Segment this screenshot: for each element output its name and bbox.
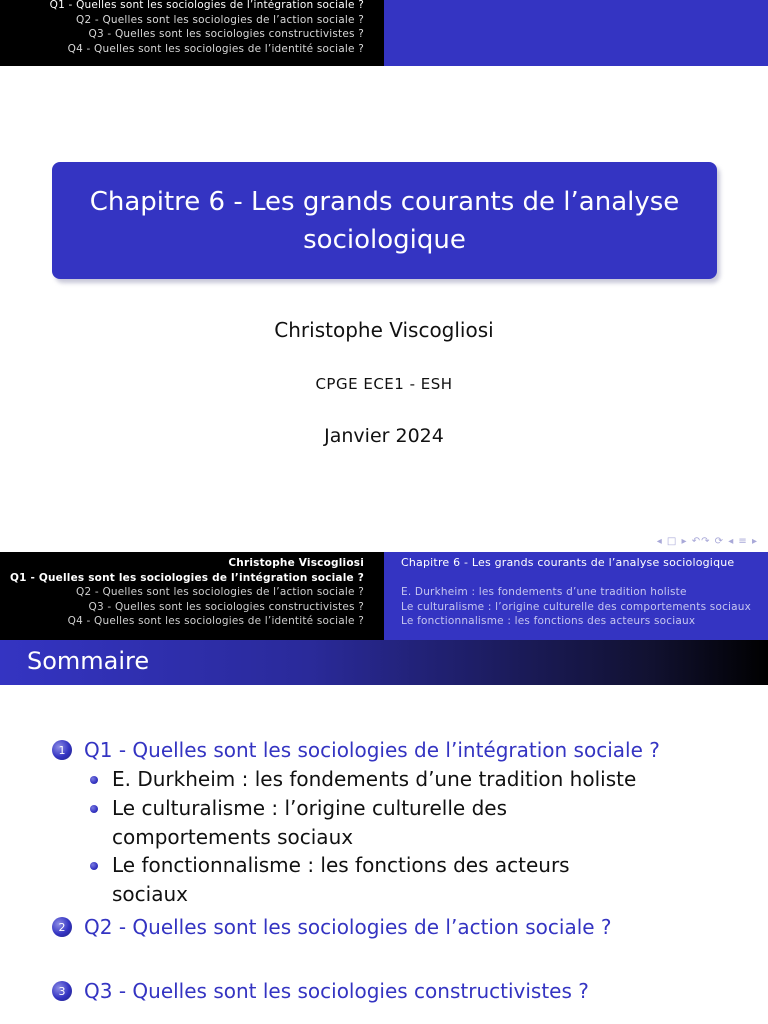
section-number-ball: 3 <box>52 981 72 1001</box>
nav-section-q3[interactable]: Q3 - Quelles sont les sociologies constructivistes ? <box>88 600 364 613</box>
toc-subsection-label: Le culturalisme : l’origine culturelle des comportements sociaux <box>112 796 507 849</box>
slide2-header-right <box>384 552 768 640</box>
toc-subsection-2[interactable] <box>90 794 650 852</box>
nav-section-q4[interactable]: Q4 - Quelles sont les sociologies de l’identité sociale ? <box>67 42 364 55</box>
presentation-author: Christophe Viscogliosi <box>274 318 494 342</box>
nav-section-q1[interactable]: Q1 - Quelles sont les sociologies de l’intégration sociale ? <box>49 0 364 11</box>
nav-subsections <box>401 585 751 629</box>
section-number-ball: 1 <box>52 740 72 760</box>
nav-section-q1[interactable]: Q1 - Quelles sont les sociologies de l’intégration sociale ? <box>9 571 364 584</box>
nav-section-q4[interactable]: Q4 - Quelles sont les sociologies de l’identité sociale ? <box>67 615 364 627</box>
toc-subsection-1[interactable] <box>90 765 650 794</box>
nav-section-q2[interactable]: Q2 - Quelles sont les sociologies de l’action sociale ? <box>76 586 364 598</box>
slide1-header-right <box>384 0 768 66</box>
toc-section-label: Q3 - Quelles sont les sociologies constructivistes ? <box>84 979 589 1003</box>
nav-section-q2[interactable]: Q2 - Quelles sont les sociologies de l’action sociale ? <box>76 13 364 26</box>
nav-author: Christophe Viscogliosi <box>228 557 364 569</box>
bullet-icon <box>90 805 98 813</box>
nav-chapter-title[interactable]: Chapitre 6 - Les grands courants de l’analyse sociologique <box>401 556 735 569</box>
beamer-navigation-symbols[interactable]: ◂ □ ▸ ↶↷ ⟳ ◂ ≡ ▸ <box>656 536 758 547</box>
nav-subsection-2[interactable]: Le culturalisme : l’origine culturelle des comportements sociaux <box>401 600 752 613</box>
slide1-header-left <box>0 0 384 66</box>
toc-section-2[interactable] <box>52 915 612 939</box>
slide2-header-left <box>0 552 384 640</box>
toc-section-label: Q2 - Quelles sont les sociologies de l’action sociale ? <box>84 915 612 939</box>
presentation-date: Janvier 2024 <box>324 425 444 447</box>
nav-section-q3[interactable]: Q3 - Quelles sont les sociologies constructivistes ? <box>88 28 364 40</box>
bullet-icon <box>90 776 98 784</box>
toc-subsection-label: Le fonctionnalisme : les fonctions des acteurs sociaux <box>112 853 570 906</box>
toc-subsection-label: E. Durkheim : les fondements d’une tradition holiste <box>112 767 637 791</box>
toc-section-label: Q1 - Quelles sont les sociologies de l’intégration sociale ? <box>84 738 660 762</box>
frame-title: Sommaire <box>27 647 150 675</box>
presentation-institute: CPGE ECE1 - ESH <box>315 375 453 393</box>
slide2-section-nav <box>10 556 364 629</box>
nav-subsection-1[interactable]: E. Durkheim : les fondements d’une tradition holiste <box>401 586 687 598</box>
toc-subsection-3[interactable] <box>90 851 650 909</box>
slide1-section-nav <box>50 0 364 56</box>
bullet-icon <box>90 862 98 870</box>
nav-subsection-3[interactable]: Le fonctionnalisme : les fonctions des acteurs sociaux <box>401 615 696 627</box>
toc-section-1[interactable] <box>52 738 660 762</box>
toc-section-3[interactable] <box>52 979 589 1003</box>
section-number-ball: 2 <box>52 917 72 937</box>
title-box <box>52 162 717 279</box>
presentation-title: Chapitre 6 - Les grands courants de l’analyse sociologique <box>89 186 680 255</box>
